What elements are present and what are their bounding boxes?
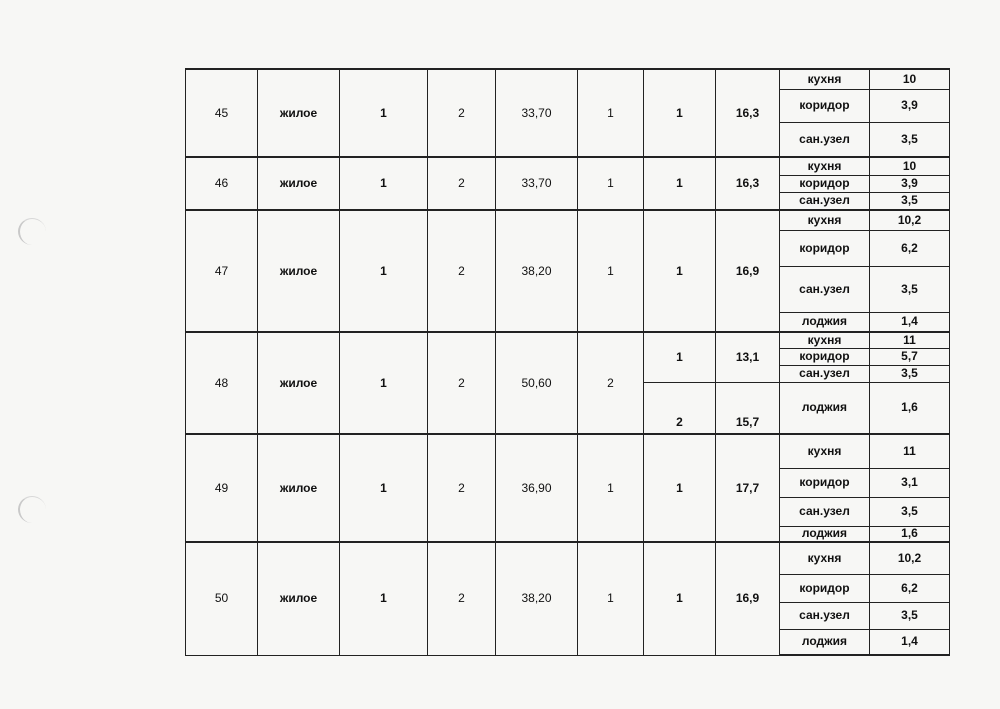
cell-aux-name: коридор [780, 230, 870, 266]
cell-c1: 1 [340, 434, 428, 542]
cell-area: 38,20 [496, 542, 578, 655]
cell-c1: 1 [340, 69, 428, 157]
cell-aux-area: 3,5 [870, 497, 950, 526]
cell-c1: 1 [340, 157, 428, 210]
cell-room-area: 17,7 [716, 434, 780, 542]
cell-room-area: 16,9 [716, 210, 780, 332]
cell-aux-area: 3,9 [870, 89, 950, 122]
cell-room-no: 1 [644, 542, 716, 655]
cell-type: жилое [258, 210, 340, 332]
cell-area: 33,70 [496, 69, 578, 157]
cell-aux-area: 3,5 [870, 266, 950, 312]
cell-rooms-count: 1 [578, 210, 644, 332]
cell-room-no: 2 [644, 382, 716, 434]
cell-area: 50,60 [496, 332, 578, 434]
cell-aux-name: кухня [780, 69, 870, 89]
cell-rooms-count: 1 [578, 542, 644, 655]
cell-aux-name: сан.узел [780, 192, 870, 210]
cell-room-no: 1 [644, 332, 716, 382]
cell-aux-area: 3,5 [870, 122, 950, 157]
cell-c1: 1 [340, 542, 428, 655]
cell-aux-name: кухня [780, 434, 870, 468]
cell-type: жилое [258, 434, 340, 542]
cell-c1: 1 [340, 332, 428, 434]
cell-rooms-count: 2 [578, 332, 644, 434]
cell-room-no: 1 [644, 69, 716, 157]
cell-number: 46 [186, 157, 258, 210]
cell-room-area: 13,1 [716, 332, 780, 382]
cell-number: 50 [186, 542, 258, 655]
cell-area: 36,90 [496, 434, 578, 542]
cell-aux-area: 6,2 [870, 574, 950, 602]
cell-aux-name: кухня [780, 210, 870, 230]
cell-c2: 2 [428, 210, 496, 332]
cell-aux-area: 11 [870, 332, 950, 348]
cell-aux-area: 10 [870, 69, 950, 89]
cell-type: жилое [258, 332, 340, 434]
cell-aux-area: 3,5 [870, 602, 950, 629]
cell-aux-area: 6,2 [870, 230, 950, 266]
cell-aux-name: коридор [780, 89, 870, 122]
cell-aux-name: коридор [780, 348, 870, 365]
cell-aux-name: сан.узел [780, 266, 870, 312]
cell-aux-area: 11 [870, 434, 950, 468]
cell-aux-name: сан.узел [780, 122, 870, 157]
cell-aux-area: 10,2 [870, 210, 950, 230]
cell-aux-name: коридор [780, 468, 870, 497]
cell-type: жилое [258, 542, 340, 655]
cell-aux-name: кухня [780, 332, 870, 348]
cell-room-no: 1 [644, 157, 716, 210]
cell-aux-name: коридор [780, 574, 870, 602]
cell-type: жилое [258, 157, 340, 210]
cell-room-area: 16,3 [716, 157, 780, 210]
cell-aux-area: 10 [870, 157, 950, 175]
cell-aux-area: 1,4 [870, 629, 950, 655]
cell-room-area: 16,9 [716, 542, 780, 655]
cell-aux-name: лоджия [780, 526, 870, 542]
cell-aux-name: сан.узел [780, 497, 870, 526]
cell-aux-area: 10,2 [870, 542, 950, 574]
cell-aux-area: 1,4 [870, 312, 950, 332]
cell-c2: 2 [428, 542, 496, 655]
cell-rooms-count: 1 [578, 157, 644, 210]
cell-rooms-count: 1 [578, 69, 644, 157]
cell-room-area: 16,3 [716, 69, 780, 157]
binder-hole [18, 218, 46, 245]
cell-aux-name: лоджия [780, 629, 870, 655]
cell-c2: 2 [428, 332, 496, 434]
cell-aux-name: кухня [780, 157, 870, 175]
cell-aux-area: 3,5 [870, 192, 950, 210]
cell-aux-name: кухня [780, 542, 870, 574]
cell-aux-name: лоджия [780, 382, 870, 434]
cell-c2: 2 [428, 157, 496, 210]
cell-c2: 2 [428, 69, 496, 157]
cell-room-no: 1 [644, 210, 716, 332]
cell-c1: 1 [340, 210, 428, 332]
cell-number: 49 [186, 434, 258, 542]
cell-aux-name: сан.узел [780, 602, 870, 629]
cell-aux-name: коридор [780, 175, 870, 192]
cell-aux-area: 5,7 [870, 348, 950, 365]
cell-aux-area: 1,6 [870, 382, 950, 434]
cell-aux-area: 1,6 [870, 526, 950, 542]
cell-room-area: 15,7 [716, 382, 780, 434]
cell-aux-area: 3,1 [870, 468, 950, 497]
cell-number: 47 [186, 210, 258, 332]
cell-aux-name: сан.узел [780, 365, 870, 382]
cell-room-no: 1 [644, 434, 716, 542]
cell-rooms-count: 1 [578, 434, 644, 542]
cell-number: 45 [186, 69, 258, 157]
cell-c2: 2 [428, 434, 496, 542]
cell-area: 38,20 [496, 210, 578, 332]
cell-aux-name: лоджия [780, 312, 870, 332]
cell-aux-area: 3,5 [870, 365, 950, 382]
cell-area: 33,70 [496, 157, 578, 210]
binder-hole [18, 496, 46, 523]
cell-number: 48 [186, 332, 258, 434]
cell-type: жилое [258, 69, 340, 157]
apartment-register-table [185, 68, 950, 656]
cell-aux-area: 3,9 [870, 175, 950, 192]
